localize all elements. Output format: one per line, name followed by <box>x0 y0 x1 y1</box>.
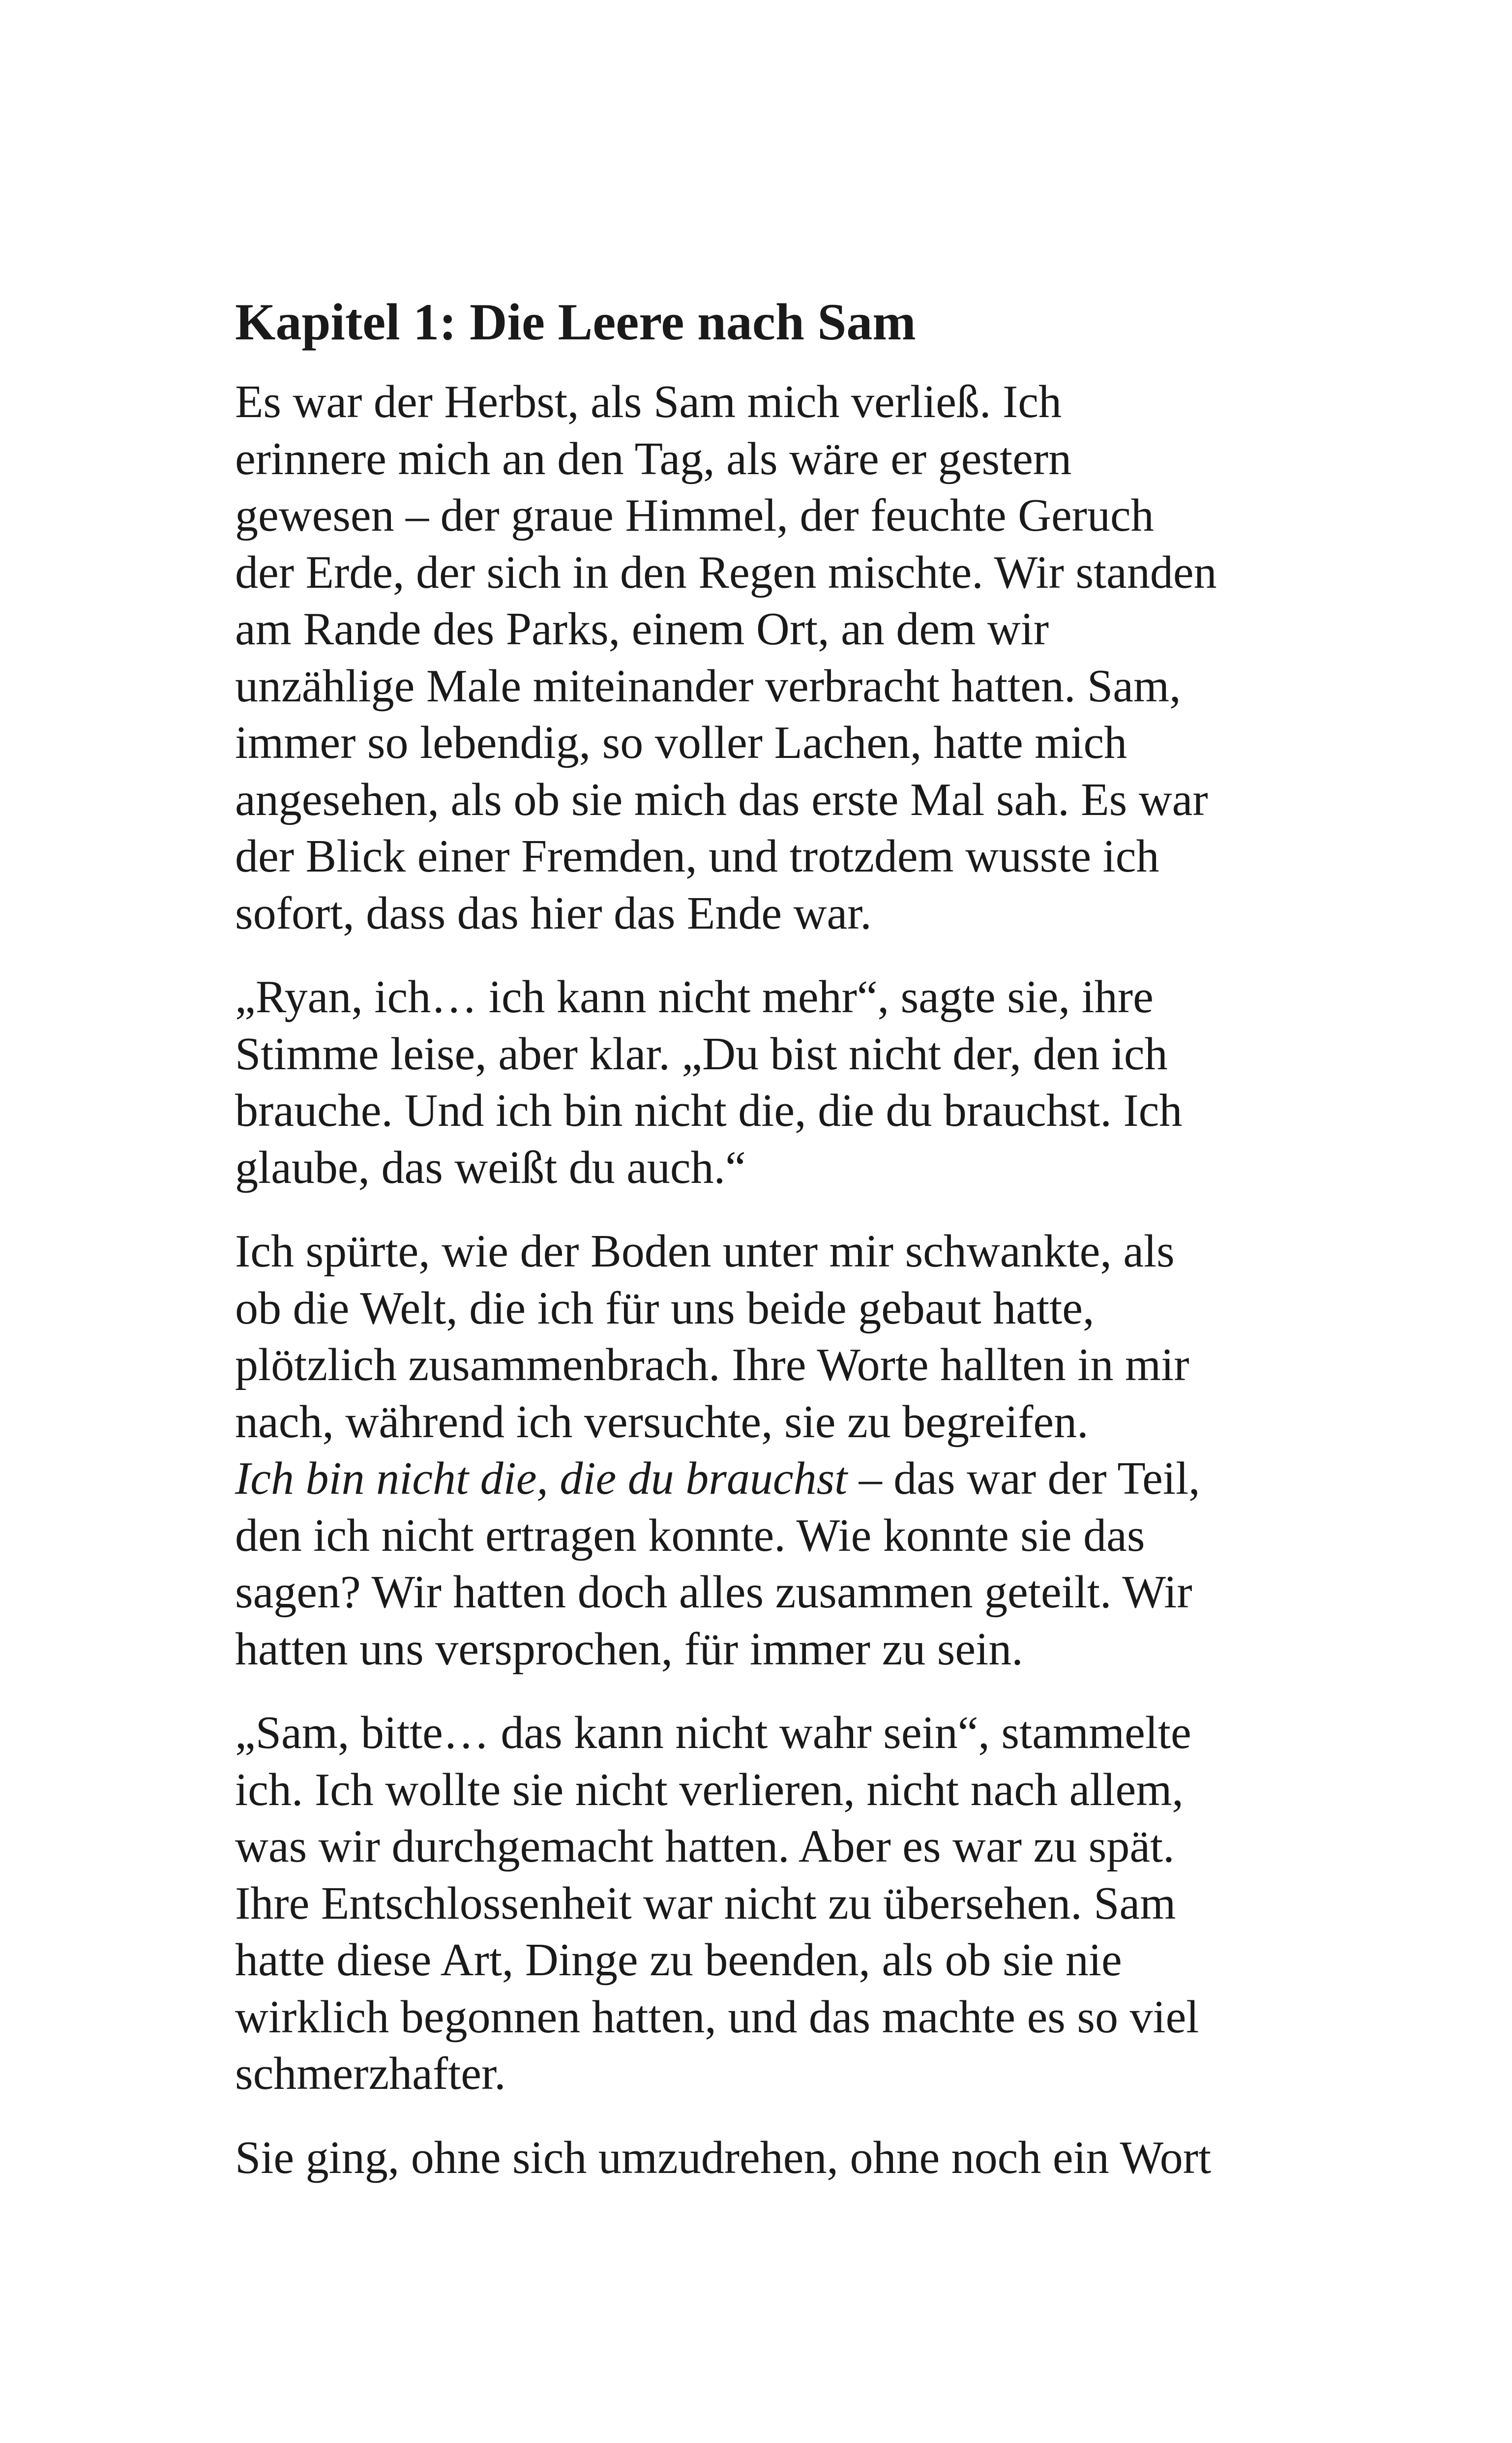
text-line: „Sam, bitte… das kann nicht wahr sein“, stammelte <box>235 1707 1191 1758</box>
text-line: plötzlich zusammenbrach. Ihre Worte hallten in mir <box>235 1339 1189 1390</box>
text-line: „Ryan, ich… ich kann nicht mehr“, sagte sie, ihre <box>235 971 1154 1023</box>
text-line: was wir durchgemacht hatten. Aber es war zu spät. <box>235 1821 1175 1872</box>
text-line: unzählige Male miteinander verbracht hatten. Sam, <box>235 660 1181 712</box>
text-line-with-italic <box>235 1450 1307 1508</box>
text-line: Sie ging, ohne sich umzudrehen, ohne noch ein Wort <box>235 2132 1212 2183</box>
text-line: ich. Ich wollte sie nicht verlieren, nicht nach allem, <box>235 1764 1184 1815</box>
paragraph-1 <box>235 374 1307 942</box>
text-column <box>235 290 1307 2213</box>
italic-quote: Ich bin nicht die, die du brauchst <box>235 1453 848 1504</box>
text-line: der Erde, der sich in den Regen mischte. Wir standen <box>235 546 1217 598</box>
text-line: ob die Welt, die ich für uns beide gebaut hatte, <box>235 1282 1095 1334</box>
text-line: Ihre Entschlossenheit war nicht zu übersehen. Sam <box>235 1877 1176 1929</box>
text-line: schmerzhafter. <box>235 2048 506 2099</box>
text-line: brauche. Und ich bin nicht die, die du brauchst. Ich <box>235 1085 1183 1136</box>
text-line: am Rande des Parks, einem Ort, an dem wir <box>235 603 1049 655</box>
text-line: Es war der Herbst, als Sam mich verließ. Ich <box>235 376 1062 427</box>
text-line: wirklich begonnen hatten, und das machte es so viel <box>235 1991 1199 2043</box>
text-line: hatte diese Art, Dinge zu beenden, als ob sie nie <box>235 1934 1122 1986</box>
text-line: glaube, das weißt du auch.“ <box>235 1142 746 1193</box>
text-line: nach, während ich versuchte, sie zu begreifen. <box>235 1396 1089 1448</box>
text-line: den ich nicht ertragen konnte. Wie konnte sie das <box>235 1509 1145 1561</box>
paragraph-2 <box>235 969 1307 1196</box>
text-line: gewesen – der graue Himmel, der feuchte Geruch <box>235 490 1154 541</box>
text-line: erinnere mich an den Tag, als wäre er gestern <box>235 433 1072 484</box>
text-line: angesehen, als ob sie mich das erste Mal sah. Es war <box>235 774 1208 825</box>
text-line: Ich spürte, wie der Boden unter mir schwankte, als <box>235 1226 1175 1277</box>
text-line: sagen? Wir hatten doch alles zusammen geteilt. Wir <box>235 1567 1192 1618</box>
text-line: hatten uns versprochen, für immer zu sein. <box>235 1623 1023 1675</box>
paragraph-5 <box>235 2130 1307 2187</box>
text-line: sofort, dass das hier das Ende war. <box>235 887 872 939</box>
italic-line-rest: – das war der Teil, <box>847 1453 1200 1504</box>
text-line: der Blick einer Fremden, und trotzdem wusste ich <box>235 831 1159 882</box>
paragraph-4 <box>235 1705 1307 2103</box>
text-line: Stimme leise, aber klar. „Du bist nicht der, den ich <box>235 1028 1168 1080</box>
chapter-title: Kapitel 1: Die Leere nach Sam <box>235 293 916 351</box>
text-line: immer so lebendig, so voller Lachen, hatte mich <box>235 717 1127 768</box>
paragraph-3 <box>235 1223 1307 1678</box>
